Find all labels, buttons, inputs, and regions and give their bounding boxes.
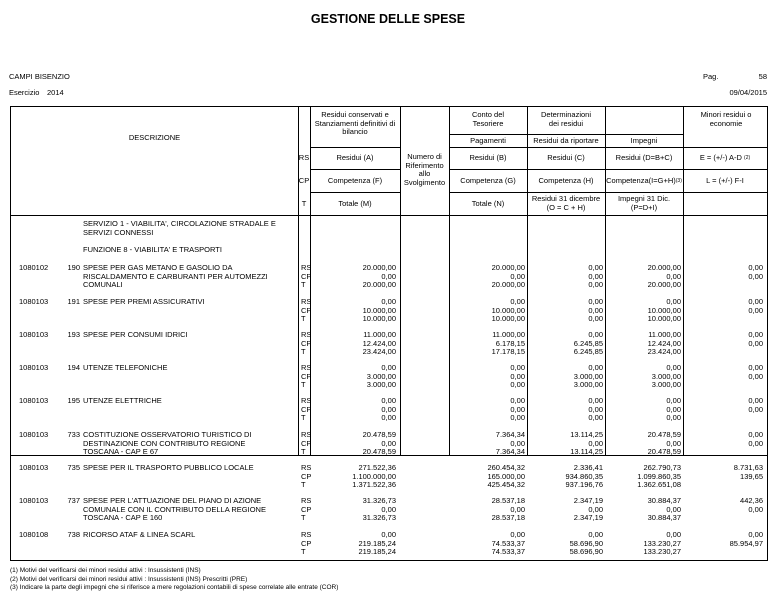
cell-b: 0,00 [510,413,525,423]
col-l-formula: L = (+/-) F-I [706,176,744,185]
cell-a: 23.424,00 [362,347,396,357]
col-competenza-g: Competenza (G) [460,176,516,185]
note-2: (2) [744,155,751,161]
row-number: 190 [67,263,80,272]
cell-b: 0,00 [510,363,525,372]
cell-b: 11.000,00 [492,330,525,339]
col-totale-n: Totale (N) [471,199,505,208]
cell-e: 8.731,63 [733,463,763,472]
row-description: COMUNALI [83,280,123,290]
row-label-t: T [301,199,307,208]
cell-c: 0,00 [588,413,603,423]
row-type-rs: RS [301,363,312,372]
cell-d: 133.230,27 [643,538,681,548]
cell-a: 1.100.000,00 [352,471,396,481]
cell-e: 442,36 [740,496,763,505]
row-code: 1080103 [19,430,49,439]
report-title: GESTIONE DELLE SPESE [310,12,466,26]
cell-c: 6.245,85 [573,347,603,357]
footnote-1: (1) Motivi del verificarsi dei minori residui attivi : Insussistenti (INS) [10,567,201,574]
row-description: UTENZE ELETTRICHE [83,396,162,405]
row-type-rs: RS [301,530,312,539]
cell-d: 12.424,00 [647,338,681,348]
col-numero-riferimento: Numero di Riferimento allo Svolgimento [403,152,446,187]
cell-b: 17.178,15 [491,347,525,357]
report-date: 09/04/2015 [729,88,767,97]
cell-a: 219.185,24 [358,547,396,557]
cell-c: 13.114,25 [570,430,603,439]
row-description: DESTINAZIONE CON CONTRIBUTO REGIONE [83,438,246,448]
col-impegni: Impegni [630,136,658,145]
row-type-t: T [301,413,306,423]
cell-e: 0,00 [748,263,763,272]
cell-c: 0,00 [588,530,603,539]
spese-table [10,106,768,561]
row-number: 193 [67,330,80,339]
row-type-rs: RS [301,396,312,405]
cell-b: 10.000,00 [491,314,525,324]
row-type-t: T [301,447,306,457]
cell-a: 0,00 [381,396,396,405]
row-description: COSTITUZIONE OSSERVATORIO TURISTICO DI [83,430,252,439]
row-type-t: T [301,480,306,490]
row-type-rs: RS [301,496,312,505]
row-description: RISCALDAMENTO E CARBURANTI PER AUTOMEZZI [83,271,268,281]
cell-b: 20.000,00 [491,263,525,272]
cell-b: 10.000,00 [491,305,525,315]
page-number: 58 [758,72,767,81]
cell-d: 133.230,27 [643,547,681,557]
cell-e: 0,00 [748,371,763,381]
cell-a: 20.478,59 [362,430,396,439]
cell-c: 0,00 [588,297,603,306]
col-determinazioni: Determinazioni dei residui [540,110,592,128]
cell-b: 74.533,37 [491,538,525,548]
cell-e: 0,00 [748,297,763,306]
row-type-cp: CP [301,504,312,514]
cell-a: 219.185,24 [358,538,396,548]
cell-c: 0,00 [588,280,603,290]
cell-c: 3.000,00 [573,380,603,390]
row-type-cp: CP [301,404,312,414]
cell-d: 10.000,00 [647,305,681,315]
row-code: 1080103 [19,297,49,306]
cell-a: 3.000,00 [366,371,396,381]
cell-c: 937.196,76 [565,480,603,490]
cell-d: 0,00 [666,396,681,405]
cell-a: 0,00 [381,438,396,448]
row-label-cp: CP [298,176,310,185]
year-value: 2014 [47,88,64,97]
row-description: SPESE PER PREMI ASSICURATIVI [83,297,205,306]
row-type-cp: CP [301,271,312,281]
footnote-3: (3) Indicare la parte degli impegni che si riferisce a mere regolazioni contabili di spese correlate alle entrate (COR) [10,584,339,592]
row-type-rs: RS [301,330,312,339]
col-residui-a: Residui (A) [336,153,374,162]
cell-d: 10.000,00 [647,314,681,324]
row-description: SPESE PER IL TRASPORTO PUBBLICO LOCALE [83,463,254,472]
cell-b: 0,00 [510,438,525,448]
cell-b: 0,00 [510,371,525,381]
col-competenza-i: Competenza(I=G+H)$^{(3)}$ [606,176,682,185]
col-e-formula: E = (+/-) A-D $^{(2)}$ [699,153,751,162]
cell-a: 31.326,73 [362,513,396,523]
col-residui-c: Residui (C) [547,153,585,162]
row-number: 737 [67,496,80,505]
cell-a: 10.000,00 [362,305,396,315]
row-description: SPESE PER L'ATTUAZIONE DEL PIANO DI AZIONE [83,496,262,505]
row-type-cp: CP [301,305,312,315]
row-code: 1080103 [19,396,49,405]
cell-c: 0,00 [588,263,603,272]
col-residui-31-dicembre: Residui 31 dicembre (O = C + H) [531,194,601,212]
row-type-t: T [301,347,306,357]
col-residui-d: Residui (D=B+C) [615,153,673,162]
row-type-rs: RS [301,263,312,272]
col-residui-riportare: Residui da riportare [533,136,599,145]
row-type-cp: CP [301,338,312,348]
row-number: 191 [67,297,80,306]
row-type-rs: RS [301,430,312,439]
row-type-t: T [301,547,306,557]
row-type-t: T [301,380,306,390]
row-label-rs: RS [298,153,310,162]
cell-c: 0,00 [588,314,603,324]
cell-d: 0,00 [666,271,681,281]
cell-c: 2.347,19 [573,496,603,505]
row-code: 1080103 [19,496,49,505]
cell-e: 0,00 [748,363,763,372]
footnote-2: (2) Motivi del verificarsi dei minori residui attivi : Insussistenti (INS) Prescritti (PRE) [10,575,248,583]
row-type-rs: RS [301,297,312,306]
cell-d: 30.884,37 [647,496,681,505]
cell-b: 425.454,32 [487,480,525,490]
section-servizio: SERVIZIO 1 - VIABILITA', CIRCOLAZIONE STRADALE E SERVIZI CONNESSI [83,219,276,237]
cell-e: 0,00 [748,396,763,405]
row-code: 1080103 [19,363,49,372]
row-code: 1080103 [19,463,49,472]
cell-c: 3.000,00 [573,371,603,381]
cell-b: 0,00 [510,530,525,539]
cell-a: 0,00 [381,271,396,281]
cell-d: 0,00 [666,413,681,423]
row-type-t: T [301,280,306,290]
cell-d: 11.000,00 [648,330,681,339]
cell-c: 0,00 [588,396,603,405]
cell-c: 0,00 [588,438,603,448]
cell-b: 28.537,18 [491,496,525,505]
row-type-cp: CP [301,438,312,448]
row-description: SPESE PER CONSUMI IDRICI [83,330,188,339]
cell-e: 0,00 [748,430,763,439]
cell-c: 13.114,25 [570,447,603,457]
cell-d: 20.478,59 [647,447,681,457]
cell-c: 934.860,35 [565,471,603,481]
row-number: 738 [67,530,80,539]
row-code: 1080102 [19,263,49,272]
cell-d: 20.478,59 [647,430,681,439]
cell-a: 0,00 [381,504,396,514]
cell-d: 20.000,00 [647,263,681,272]
cell-a: 3.000,00 [366,380,396,390]
cell-b: 74.533,37 [491,547,525,557]
col-totale-m: Totale (M) [338,199,372,208]
row-type-cp: CP [301,471,312,481]
cell-a: 12.424,00 [362,338,396,348]
row-number: 194 [67,363,80,372]
cell-b: 0,00 [510,504,525,514]
cell-d: 0,00 [666,363,681,372]
cell-c: 58.696,90 [569,538,603,548]
cell-a: 31.326,73 [362,496,396,505]
cell-b: 7.364,34 [495,447,525,457]
cell-b: 165.000,00 [487,471,525,481]
section-funzione: FUNZIONE 8 - VIABILITA' E TRASPORTI [83,245,222,254]
cell-e: 0,00 [748,305,763,315]
cell-d: 0,00 [666,530,681,539]
cell-d: 0,00 [666,404,681,414]
row-description: UTENZE TELEFONICHE [83,363,168,372]
cell-b: 7.364,34 [495,430,525,439]
cell-e: 139,65 [740,471,763,481]
cell-c: 0,00 [588,404,603,414]
cell-e: 0,00 [748,338,763,348]
col-residui-b: Residui (B) [469,153,507,162]
cell-d: 3.000,00 [651,371,681,381]
cell-e: 0,00 [748,530,763,539]
row-description: TOSCANA - CAP E 160 [83,513,163,523]
cell-d: 0,00 [666,297,681,306]
cell-d: 1.099.860,35 [637,471,681,481]
cell-d: 3.000,00 [651,380,681,390]
cell-a: 0,00 [381,363,396,372]
col-competenza-h: Competenza (H) [538,176,594,185]
cell-b: 6.178,15 [495,338,525,348]
col-residui-conservati: Residui conservati e Stanziamenti definitivi di bilancio [314,110,396,137]
cell-e: 0,00 [748,404,763,414]
row-number: 733 [67,430,80,439]
cell-b: 0,00 [510,271,525,281]
note-3: (3) [675,178,682,184]
year-label: Esercizio [9,88,40,97]
cell-a: 0,00 [381,404,396,414]
cell-a: 0,00 [381,530,396,539]
cell-a: 20.478,59 [362,447,396,457]
cell-a: 11.000,00 [363,330,396,339]
row-type-t: T [301,314,306,324]
cell-a: 10.000,00 [362,314,396,324]
col-pagamenti: Pagamenti [470,136,506,145]
cell-b: 0,00 [510,297,525,306]
cell-e: 85.954,97 [729,538,763,548]
cell-a: 20.000,00 [362,263,396,272]
cell-c: 2.336,41 [573,463,603,472]
row-description: SPESE PER GAS METANO E GASOLIO DA [83,263,233,272]
cell-c: 0,00 [588,504,603,514]
page-label: Pag. [703,72,719,81]
cell-d: 262.790,73 [643,463,681,472]
cell-b: 0,00 [510,380,525,390]
col-minori-residui: Minori residui o economie [700,110,752,128]
cell-c: 2.347,19 [573,513,603,523]
row-code: 1080108 [19,530,49,539]
row-number: 735 [67,463,80,472]
cell-a: 20.000,00 [362,280,396,290]
cell-e: 0,00 [748,271,763,281]
row-type-cp: CP [301,538,312,548]
cell-b: 260.454,32 [487,463,525,472]
cell-b: 28.537,18 [491,513,525,523]
cell-c: 6.245,85 [573,338,603,348]
cell-a: 0,00 [381,413,396,423]
cell-c: 0,00 [588,330,603,339]
cell-b: 0,00 [510,396,525,405]
entity-name: CAMPI BISENZIO [9,72,70,81]
row-description: COMUNALE CON IL CONTRIBUTO DELLA REGIONE [83,504,266,514]
cell-e: 0,00 [748,438,763,448]
cell-d: 0,00 [666,438,681,448]
col-competenza-f: Competenza (F) [327,176,383,185]
cell-b: 0,00 [510,404,525,414]
cell-d: 1.362.651,08 [637,480,681,490]
row-type-rs: RS [301,463,312,472]
cell-d: 20.000,00 [647,280,681,290]
cell-a: 0,00 [381,297,396,306]
cell-c: 0,00 [588,363,603,372]
cell-c: 0,00 [588,305,603,315]
row-description: TOSCANA - CAP E 67 [83,447,159,457]
row-number: 195 [67,396,80,405]
cell-a: 271.522,36 [358,463,396,472]
cell-c: 58.696,90 [569,547,603,557]
row-description: RICORSO ATAF & LINEA SCARL [83,530,196,539]
footnotes [10,567,338,593]
cell-e: 0,00 [748,504,763,514]
cell-a: 1.371.522,36 [352,480,396,490]
cell-d: 0,00 [666,504,681,514]
row-type-cp: CP [301,371,312,381]
cell-b: 20.000,00 [491,280,525,290]
col-conto-tesoriere: Conto del Tesoriere [471,110,505,128]
row-code: 1080103 [19,330,49,339]
cell-d: 23.424,00 [647,347,681,357]
cell-c: 0,00 [588,271,603,281]
cell-e: 0,00 [748,330,763,339]
col-impegni-31-dic: Impegni 31 Dic. (P=D+I) [617,194,671,212]
row-type-t: T [301,513,306,523]
cell-d: 30.884,37 [647,513,681,523]
col-descrizione: DESCRIZIONE [128,133,181,142]
